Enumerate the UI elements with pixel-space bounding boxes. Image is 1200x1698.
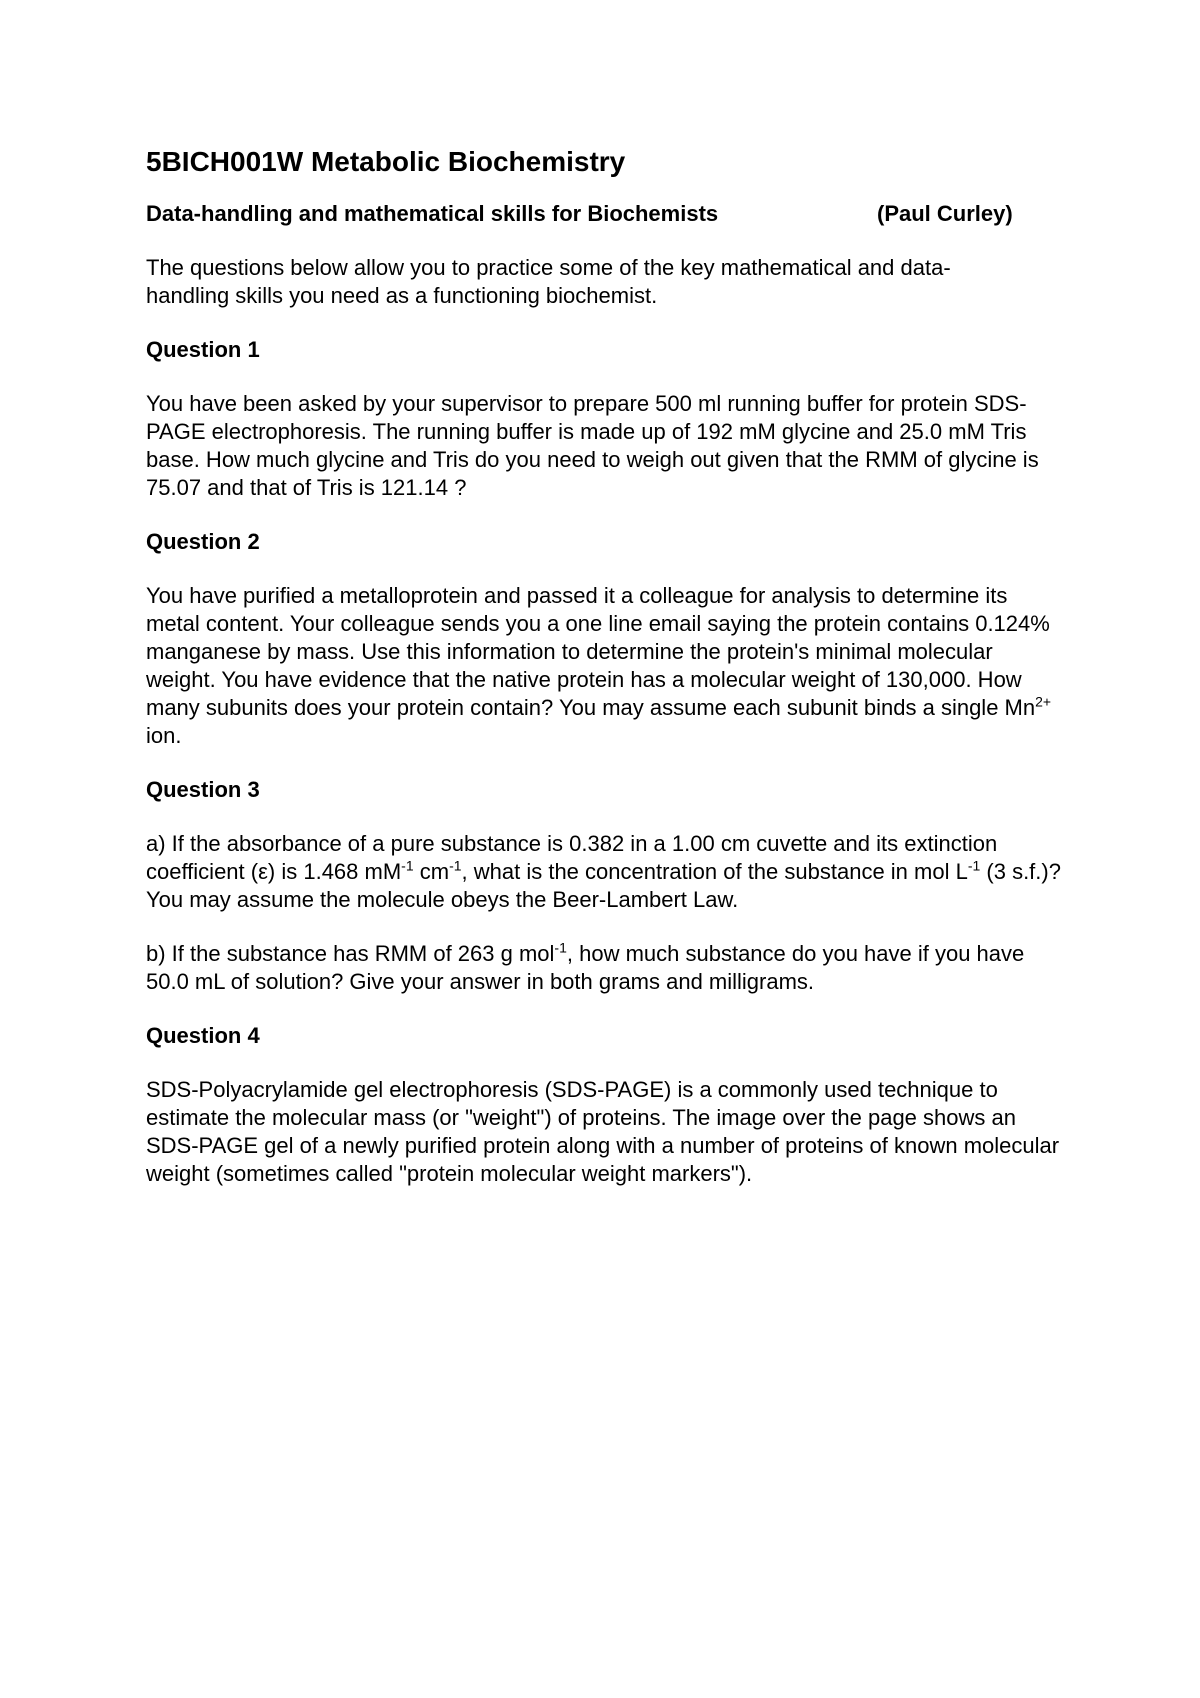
q2-text-before: You have purified a metalloprotein and passed it a colleague for analysis to determine its metal content. Your colleague sends you a one line email saying the protein contains 0.124% manganese by mass. Use this information to determine the protein's minimal molecular weight. You have evidence that the native protein has a molecular weight of 130,000. How many subunits does your protein contain? You may assume each subunit binds a single Mn [146, 583, 1050, 720]
intro-line-1: The questions below allow you to practice some of the key mathematical and data- [146, 255, 951, 280]
question-1-heading: Question 1 [146, 337, 260, 362]
q3a-part-3: , what is the concentration of the substance in mol L [461, 859, 968, 884]
q3a-part-2: cm [413, 859, 450, 884]
question-4-heading: Question 4 [146, 1023, 260, 1048]
question-2-heading: Question 2 [146, 529, 260, 554]
author: (Paul Curley) [877, 201, 1013, 226]
q3a-sup-3: -1 [967, 857, 981, 874]
question-3-heading: Question 3 [146, 777, 260, 802]
question-4-text: SDS-Polyacrylamide gel electrophoresis (SDS-PAGE) is a commonly used technique to estimate the molecular mass (or "weight") of proteins. The image over the page shows an SDS-PAGE gel of a newly purified protein along with a number of proteins of known molecular weight (sometimes called "protein molecular weight markers"). [146, 1077, 1060, 1186]
q3a-part-1: a) If the absorbance of a pure substance is 0.382 in a 1.00 cm cuvette and its extinction coefficient (ε) is 1.468 mM [146, 831, 998, 884]
q2-superscript: 2+ [1035, 693, 1052, 710]
q3b-part-2: , how much substance do you have if you have 50.0 mL of solution? Give your answer in both grams and milligrams. [146, 941, 1025, 994]
q3a-sup-1: -1 [401, 857, 414, 874]
subtitle-row [146, 200, 1066, 228]
q3a-part-4: (3 s.f.)? You may assume the molecule obeys the Beer-Lambert Law. [146, 859, 1061, 912]
q3b-sup-1: -1 [554, 939, 567, 956]
document-page [146, 144, 1066, 1214]
intro-line-2: handling skills you need as a functioning biochemist. [146, 283, 658, 308]
question-1-text: You have been asked by your supervisor to prepare 500 ml running buffer for protein SDS-PAGE electrophoresis. The running buffer is made up of 192 mM glycine and 25.0 mM Tris base. How much glycine and Tris do you need to weigh out given that the RMM of glycine is 75.07 and that of Tris is 121.14 ? [146, 391, 1039, 500]
subtitle: Data-handling and mathematical skills for Biochemists [146, 201, 719, 226]
q2-text-after: ion. [146, 723, 182, 748]
q3a-sup-2: -1 [449, 857, 462, 874]
course-title: 5BICH001W Metabolic Biochemistry [146, 146, 626, 177]
question-2-text [146, 582, 1066, 750]
q3b-part-1: b) If the substance has RMM of 263 g mol [146, 941, 555, 966]
question-3b-text [146, 940, 1066, 996]
question-3a-text [146, 830, 1066, 914]
intro-paragraph [146, 254, 1066, 310]
